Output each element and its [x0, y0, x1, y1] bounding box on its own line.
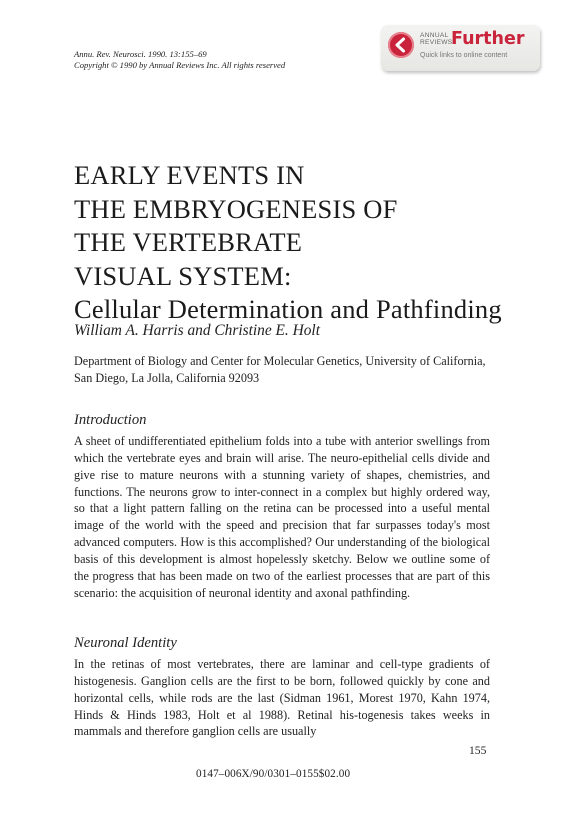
authors: William A. Harris and Christine E. Holt	[74, 322, 320, 339]
page-number: 155	[469, 744, 487, 757]
title-line: THE EMBRYOGENESIS OF	[74, 193, 398, 224]
journal-reference	[74, 49, 285, 71]
title-line: VISUAL SYSTEM:	[74, 260, 292, 291]
title-line: Cellular Determination and Pathfinding	[74, 294, 502, 324]
paragraph-neuronal-identity: In the retinas of most vertebrates, there are laminar and cell-type gradients of histogenesis. Ganglion cells are the first to be born, followed quickly by cone and horizontal cells, while rods are the last (Sidman 1961, Morest 1970, Kahn 1974, Hinds & Hinds 1983, Holt et al 1988). Retinal his-togenesis takes weeks in mammals and therefore ganglion cells are usually	[74, 657, 490, 739]
further-banner[interactable]	[381, 25, 540, 71]
affiliation: Department of Biology and Center for Molecular Genetics, University of California, San Diego, La Jolla, California 92093	[74, 354, 486, 385]
section-heading-neuronal-identity: Neuronal Identity	[74, 635, 177, 651]
title-line: THE VERTEBRATE	[74, 227, 303, 257]
arrow-left-icon	[388, 32, 414, 58]
article-code: 0147–006X/90/0301–0155$02.00	[196, 768, 351, 780]
section-heading-introduction: Introduction	[74, 412, 147, 428]
banner-further: Further	[451, 29, 525, 49]
paragraph-introduction: A sheet of undifferentiated epithelium folds into a tube with anterior swellings from which the vertebrate eyes and brain will arise. The neuro-epithelial cells divide and give rise to mature neurons with a stunning variety of shapes, chemistries, and functions. The neurons grow to inter-connect in a complex but highly ordered way, so that a light pattern falling on the retina can be processed into a useful mental image of the world with the speed and precision that far surpasses today's most advanced computers. How is this accomplished? Our understanding of the biological basis of this development is almost hopelessly sketchy. Below we outline some of the progress that has been made on two of the earliest processes that are part of this scenario: the acquisition of neuronal identity and axonal pathfinding.	[74, 434, 490, 600]
copyright-notice: Copyright © 1990 by Annual Reviews Inc. All rights reserved	[74, 60, 286, 70]
title-line: EARLY EVENTS IN	[74, 160, 305, 190]
banner-tagline: Quick links to online content	[420, 52, 508, 59]
annual-reviews-logo-text	[420, 32, 453, 47]
article-title	[74, 159, 502, 327]
journal-citation: Annu. Rev. Neurosci. 1990. 13:155–69	[74, 49, 207, 59]
banner-annual: ANNUAL	[420, 32, 449, 39]
banner-reviews: REVIEWS	[420, 39, 453, 47]
